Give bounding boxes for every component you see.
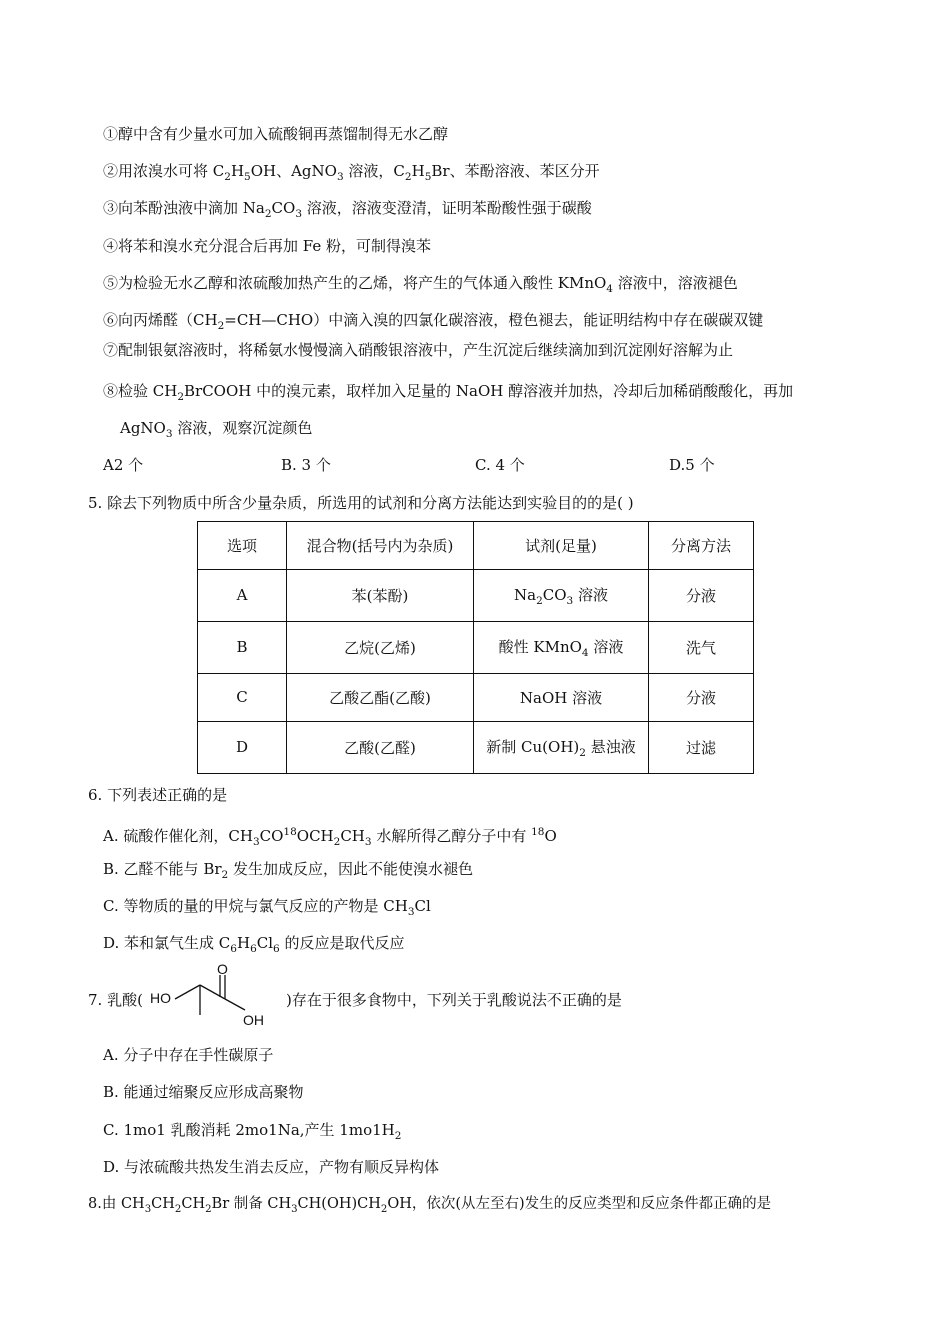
subscript: 4 [581, 646, 589, 659]
q6-stem: 6. 下列表述正确的是 [88, 786, 228, 804]
subscript: 5 [424, 171, 432, 183]
subscript: 6 [273, 943, 280, 955]
subscript: 3 [295, 208, 302, 220]
table-cell: 洗气 [649, 621, 754, 673]
table-row [198, 721, 754, 773]
q4-option-c: C. 4 个 [475, 456, 525, 474]
superscript: 18 [283, 826, 297, 838]
statement-1: ①醇中含有少量水可加入硫酸铜再蒸馏制得无水乙醇 [103, 125, 449, 143]
subscript: 3 [364, 836, 372, 848]
table-header-row [198, 522, 754, 570]
table-header-cell: 混合物(括号内为杂质) [287, 522, 474, 570]
lactic-acid-structure [150, 962, 290, 1036]
q6-option-a: A. 硫酸作催化剂，$CH_3CO^{18}OCH_2CH_3$ 水解所得乙醇分子中有 $^{18}$O [103, 826, 557, 848]
table-cell: D [198, 721, 287, 773]
table-cell: 新制 $Cu(OH)_2$ 悬浊液 [474, 721, 649, 773]
subscript: 2 [224, 171, 231, 183]
table-cell: 分液 [649, 569, 754, 621]
table-cell: 乙酸乙酯(乙酸) [287, 674, 474, 722]
table-cell: C [198, 674, 287, 722]
q4-option-a: A2 个 [103, 456, 144, 474]
q4-option-b: B. 3 个 [281, 456, 331, 474]
q4-option-d: D.5 个 [669, 456, 715, 474]
subscript: 3 [144, 1203, 152, 1215]
q5-stem: 5. 除去下列物质中所含少量杂质，所选用的试剂和分离方法能达到实验目的的是( ) [88, 494, 634, 512]
q7-option-a: A. 分子中存在手性碳原子 [103, 1046, 274, 1064]
subscript: 2 [217, 320, 225, 332]
q7-option-c: C. 1mo1 乳酸消耗 2mo1Na,产生 $1mo1H_2$ [103, 1121, 402, 1142]
statement-2: ②用浓溴水可将 $C_2H_5OH$、AgNO$_3$ 溶液，$C_2H_5Br$、苯酚溶液、苯区分开 [103, 162, 600, 183]
subscript: 3 [252, 836, 260, 848]
subscript: 3 [566, 594, 574, 607]
table-cell: 苯(苯酚) [287, 569, 474, 621]
subscript: 5 [244, 171, 251, 183]
table-row [198, 674, 754, 722]
table-cell: 乙酸(乙醛) [287, 721, 474, 773]
superscript: 18 [531, 826, 545, 838]
q6-option-d: D. 苯和氯气生成 $C_6H_6Cl_6$ 的反应是取代反应 [103, 934, 405, 955]
table-cell: 乙烷(乙烯) [287, 621, 474, 673]
statement-4: ④将苯和溴水充分混合后再加 Fe 粉，可制得溴苯 [103, 237, 432, 255]
table-cell: 过滤 [649, 721, 754, 773]
statement-3: ③向苯酚浊液中滴加 $Na_2CO_3$ 溶液，溶液变澄清，证明苯酚酸性强于碳酸 [103, 199, 592, 220]
subscript: 2 [380, 1203, 388, 1215]
subscript: 2 [404, 171, 412, 183]
subscript: 4 [606, 283, 613, 295]
carboxyl-oh-label: OH [243, 1012, 264, 1028]
statement-7: ⑦配制银氨溶液时，将稀氨水慢慢滴入硝酸银溶液中，产生沉淀后继续滴加到沉淀刚好溶解为止 [103, 341, 734, 359]
statement-6: ⑥向丙烯醛$(CH_2=CH—CHO)$中滴入溴的四氯化碳溶液，橙色褪去，能证明结构中存在碳碳双键 [103, 311, 764, 332]
table-header-cell: 选项 [198, 522, 287, 570]
carbonyl-oxygen-label: O [217, 962, 228, 977]
subscript: 2 [177, 391, 185, 403]
table-header-cell: 试剂(足量) [474, 522, 649, 570]
subscript: 2 [536, 594, 543, 607]
q7-option-b: B. 能通过缩聚反应形成高聚物 [103, 1083, 304, 1101]
table-cell: B [198, 621, 287, 673]
subscript: 2 [221, 869, 229, 881]
table-cell: 分液 [649, 674, 754, 722]
statement-8: ⑧检验 $CH_2BrCOOH$ 中的溴元素，取样加入足量的 NaOH 醇溶液并加热，冷却后加稀硝酸酸化，再加 [103, 382, 794, 403]
subscript: 2 [333, 836, 341, 848]
table-cell: NaOH 溶液 [474, 674, 649, 722]
bond-line [200, 985, 225, 999]
q7-option-d: D. 与浓硫酸共热发生消去反应，产物有顺反异构体 [103, 1158, 440, 1176]
lactic-acid-svg [150, 962, 290, 1032]
subscript: 6 [250, 943, 257, 955]
subscript: 2 [579, 746, 586, 759]
bond-line [175, 985, 200, 999]
subscript: 2 [174, 1203, 182, 1215]
statement-8-continued: AgNO$_3$ 溶液，观察沉淀颜色 [120, 419, 313, 440]
q6-option-b: B. 乙醛不能与 $Br_2$ 发生加成反应，因此不能使溴水褪色 [103, 860, 473, 881]
statement-5: ⑤为检验无水乙醇和浓硫酸加热产生的乙烯，将产生的气体通入酸性 KMnO$_4$ 溶液中，溶液褪色 [103, 274, 738, 295]
table-cell: A [198, 569, 287, 621]
q7-stem-end: )存在于很多食物中，下列关于乳酸说法不正确的是 [286, 991, 622, 1009]
subscript: 2 [394, 1130, 402, 1142]
q7-stem-start: 7. 乳酸( [88, 991, 143, 1009]
table-header-cell: 分离方法 [649, 522, 754, 570]
q8-stem: 8.由 $CH_3CH_2CH_2Br$ 制备 $CH_3CH(OH)CH_2OH$，依次(从左至右)发生的反应类型和反应条件都正确的是 [88, 1196, 772, 1215]
subscript: 3 [407, 906, 415, 918]
bond-line [225, 999, 245, 1010]
subscript: 3 [165, 428, 173, 440]
subscript: 3 [291, 1203, 298, 1215]
subscript: 3 [336, 171, 344, 183]
subscript: 6 [230, 943, 237, 955]
hydroxyl-label: HO [150, 990, 171, 1006]
table-row [198, 569, 754, 621]
table-row [198, 621, 754, 673]
q5-table [197, 521, 754, 774]
q6-option-c: C. 等物质的量的甲烷与氯气反应的产物是 $CH_3Cl$ [103, 897, 431, 918]
subscript: 2 [205, 1203, 212, 1215]
table-cell: 酸性 KMnO$_4$ 溶液 [474, 621, 649, 673]
subscript: 2 [264, 208, 272, 220]
table-cell: $Na_2CO_3$ 溶液 [474, 569, 649, 621]
